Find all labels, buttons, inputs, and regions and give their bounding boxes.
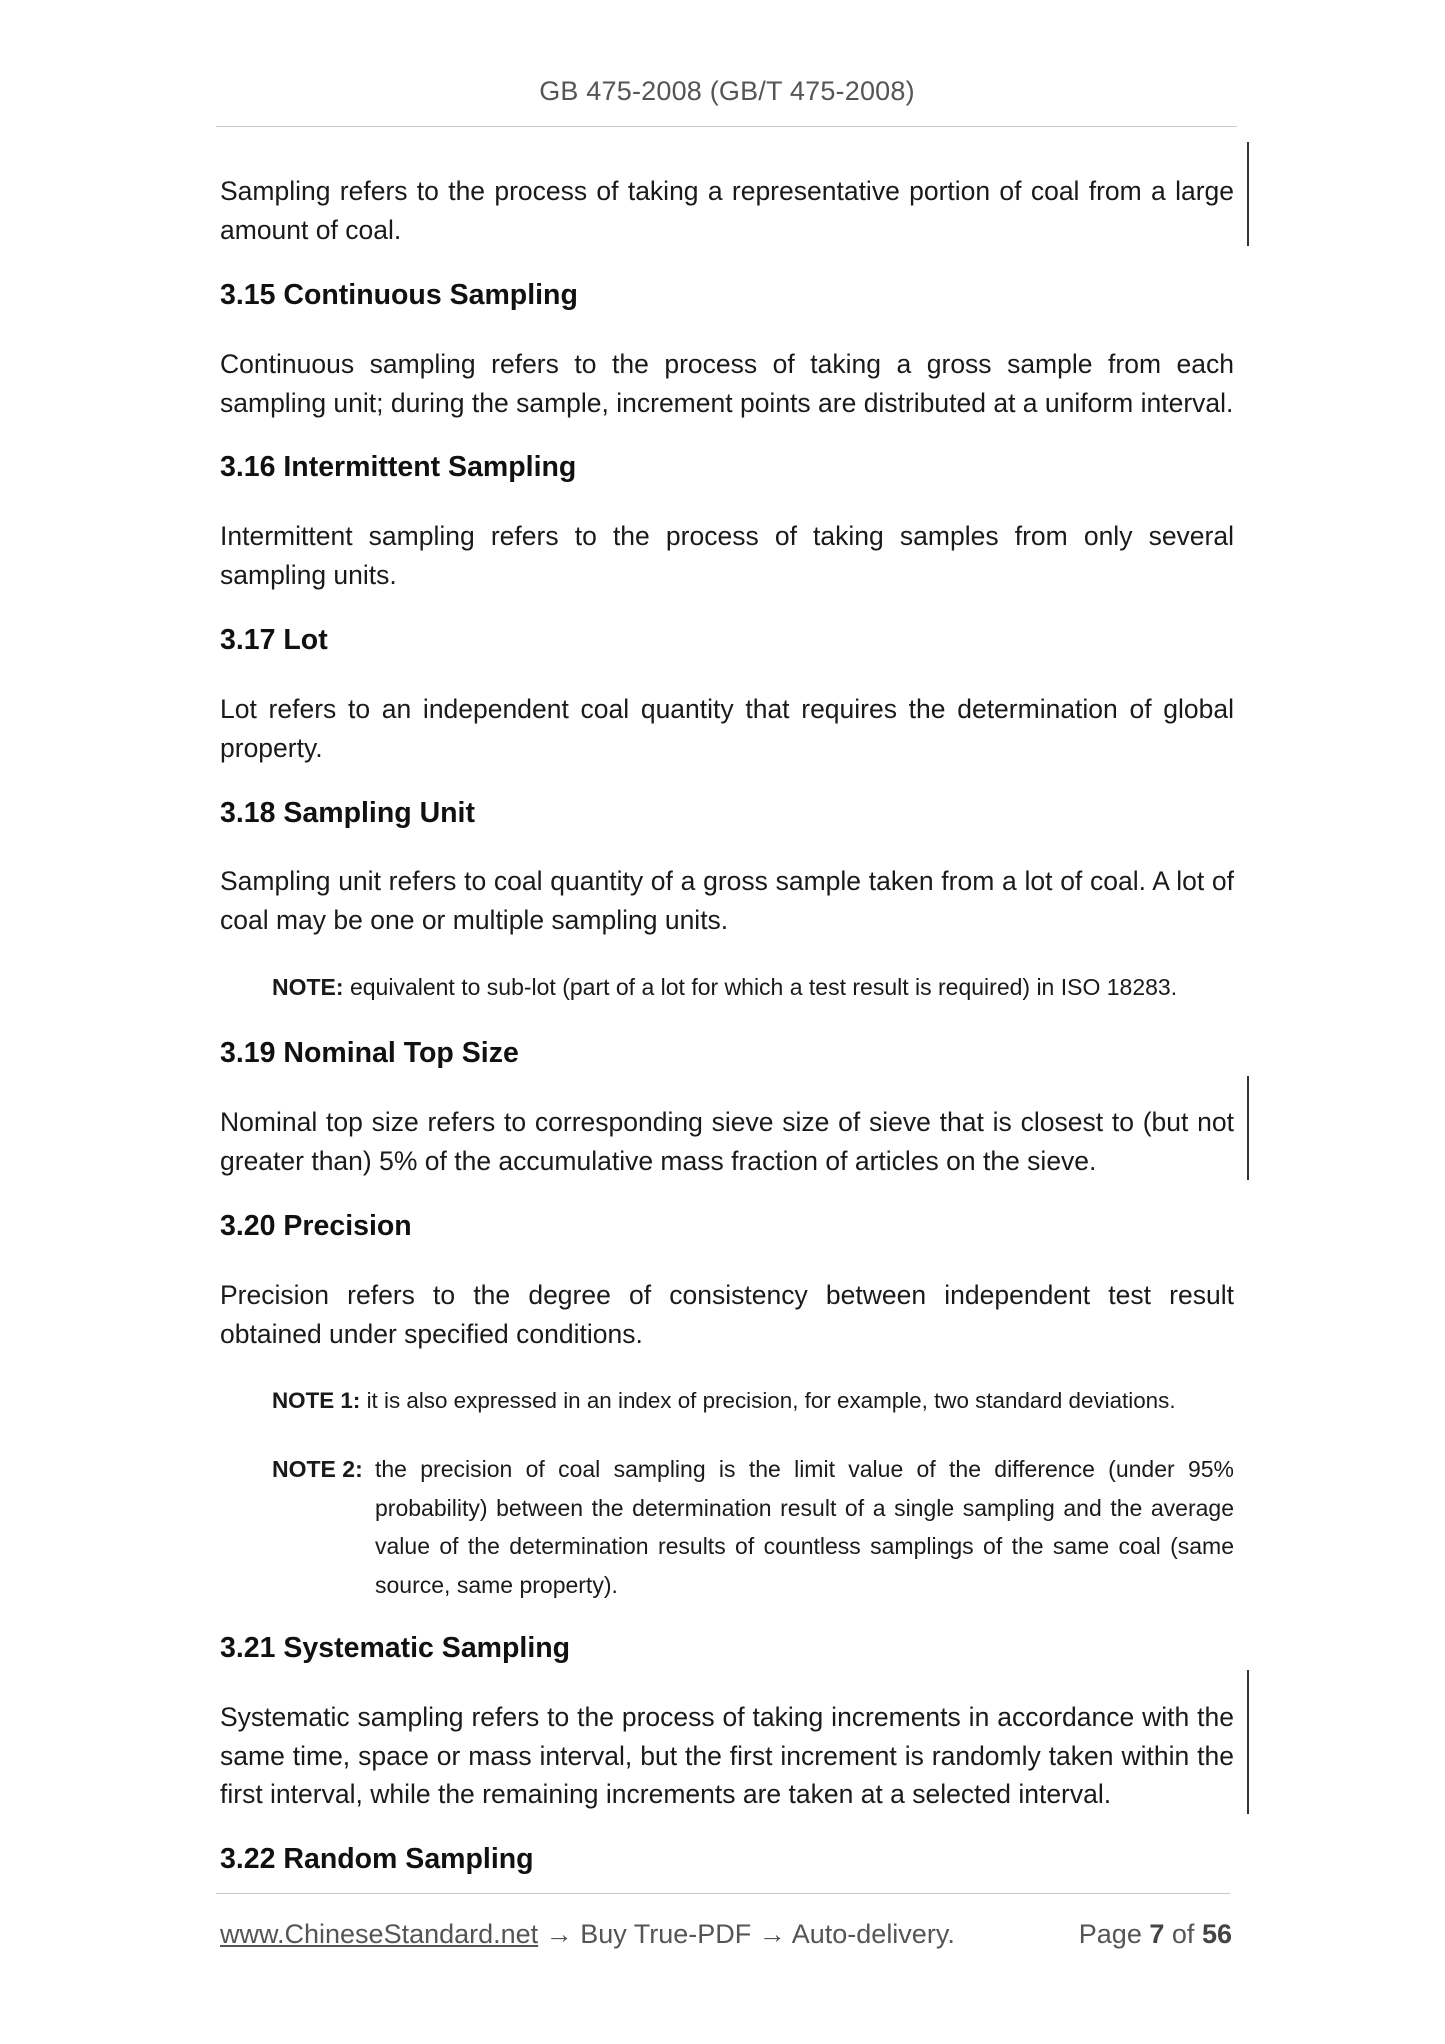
section-text-3-18: Sampling unit refers to coal quantity of a gross sample taken from a lot of coal. A lot of coal may be one or multiple sampling units. xyxy=(220,866,1234,935)
note-3-18 xyxy=(272,968,1234,1007)
section-heading-3-15: 3.15 Continuous Sampling xyxy=(220,279,578,311)
note-label: NOTE: xyxy=(272,974,344,1000)
section-heading-3-17: 3.17 Lot xyxy=(220,624,328,656)
footer-divider xyxy=(216,1893,1230,1894)
note-label: NOTE 2: xyxy=(272,1456,363,1482)
of-word: of xyxy=(1171,1919,1195,1949)
section-text-3-21: Systematic sampling refers to the process of taking increments in accordance with the same time, space or mass interval, but the first increment is randomly taken within the first interval, while the remaining increments are taken at a selected interval. xyxy=(220,1702,1234,1809)
intro-paragraph: Sampling refers to the process of taking a representative portion of coal from a large amount of coal. xyxy=(220,176,1234,245)
page-total: 56 xyxy=(1201,1919,1232,1949)
change-bar xyxy=(1247,1076,1249,1180)
note-label: NOTE 1: xyxy=(272,1388,361,1413)
page-counter xyxy=(1079,1919,1232,1950)
page-word: Page xyxy=(1078,1919,1142,1949)
page-footer xyxy=(220,1919,1232,1959)
note-text: equivalent to sub-lot (part of a lot for which a test result is required) in ISO 18283. xyxy=(349,974,1178,1000)
section-heading-3-22: 3.22 Random Sampling xyxy=(220,1843,534,1875)
note-2-3-20 xyxy=(272,1450,1234,1604)
promo-text: → Buy True-PDF → Auto-delivery. xyxy=(538,1919,955,1949)
section-heading-3-19: 3.19 Nominal Top Size xyxy=(220,1037,519,1069)
section-text-3-20: Precision refers to the degree of consistency between independent test result obtained under specified conditions. xyxy=(220,1280,1234,1349)
section-heading-3-16: 3.16 Intermittent Sampling xyxy=(220,451,577,483)
footer-promo xyxy=(220,1919,955,1950)
page-number: 7 xyxy=(1149,1919,1165,1949)
section-text-3-15: Continuous sampling refers to the process of taking a gross sample from each sampling unit; during the sample, increment points are distributed at a uniform interval. xyxy=(220,349,1234,418)
change-bar xyxy=(1247,142,1249,246)
header-divider xyxy=(216,126,1237,127)
note-text: it is also expressed in an index of precision, for example, two standard deviations. xyxy=(366,1388,1176,1413)
note-text: the precision of coal sampling is the limit value of the difference (under 95% probability) between the determination result of a single sampling and the average value of the determination results of countless samplings of the same coal (same source, same property). xyxy=(375,1456,1234,1598)
section-heading-3-20: 3.20 Precision xyxy=(220,1210,412,1242)
section-text-3-16: Intermittent sampling refers to the process of taking samples from only several sampling units. xyxy=(220,521,1234,590)
page-header: GB 475-2008 (GB/T 475-2008) xyxy=(539,76,915,106)
section-text-3-19: Nominal top size refers to corresponding sieve size of sieve that is closest to (but not greater than) 5% of the accumulative mass fraction of articles on the sieve. xyxy=(220,1107,1234,1176)
note-1-3-20 xyxy=(272,1382,1234,1421)
section-heading-3-18: 3.18 Sampling Unit xyxy=(220,797,475,829)
section-heading-3-21: 3.21 Systematic Sampling xyxy=(220,1632,571,1664)
website-link[interactable]: www.ChineseStandard.net xyxy=(220,1919,539,1949)
change-bar xyxy=(1247,1670,1249,1814)
section-text-3-17: Lot refers to an independent coal quantity that requires the determination of global property. xyxy=(220,694,1234,763)
